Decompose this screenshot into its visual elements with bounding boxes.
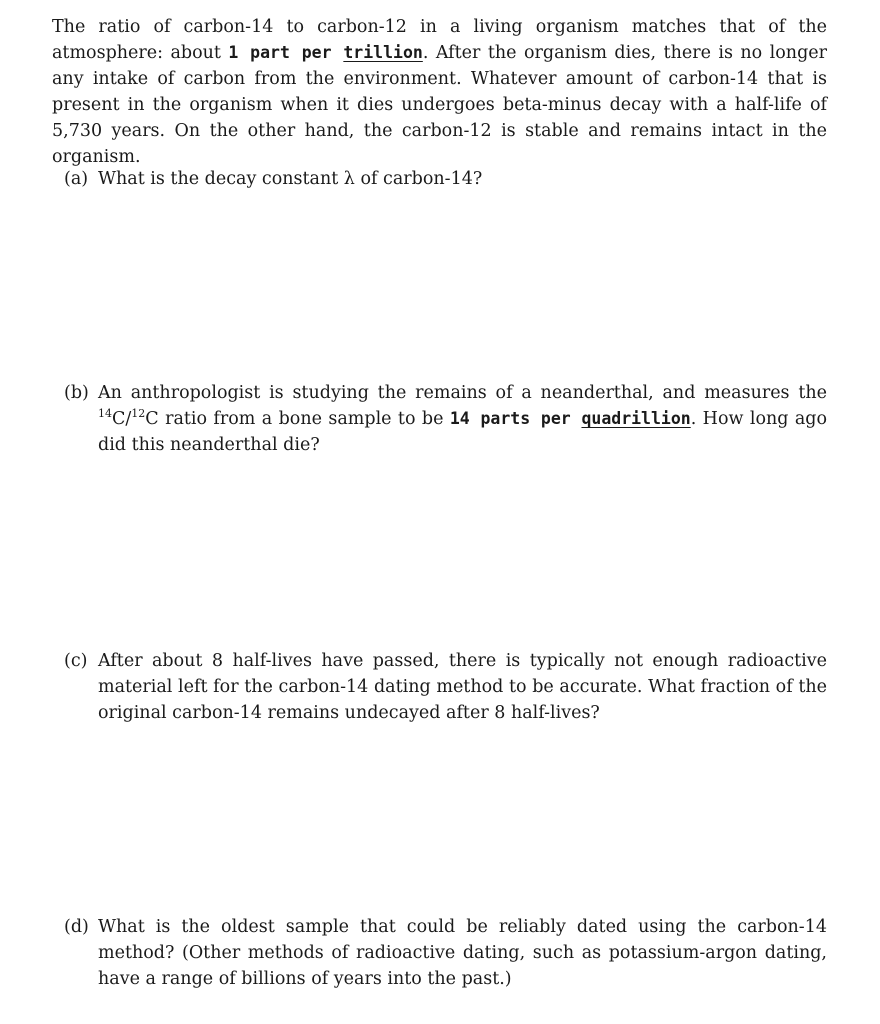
question-b-text-2: . How long ago did this neanderthal die? (98, 409, 828, 455)
question-d-label: (d) (64, 917, 89, 937)
intro-bold-prefix: 1 part per (228, 43, 344, 62)
question-b-bold-prefix: 14 parts per (449, 409, 582, 428)
question-d (64, 914, 827, 992)
intro-text-2: . After the organism dies, there is no longer any intake of carbon from the environment. Whatever amount of carbon-14 that is present in the organism when it dies undergoes beta-minus decay with a half-life of 5,730 years. On the other hand, the carbon-12 is stable and remains intact in the organism. (52, 43, 827, 167)
question-c-label: (c) (64, 651, 88, 671)
intro-text-1: The ratio of carbon-14 to carbon-12 in a living organism matches that of the atmosphere: about (52, 17, 827, 63)
question-b-sup-14: 14 (98, 407, 112, 420)
question-b-sup-12: 12 (131, 407, 146, 420)
question-b-text-1: An anthropologist is studying the remains of a neanderthal, and measures the (98, 383, 827, 403)
question-a-label: (a) (64, 169, 89, 189)
intro-bold-ratio (228, 43, 422, 62)
question-a-text: What is the decay constant λ of carbon-14? (98, 169, 483, 189)
question-c-text: After about 8 half-lives have passed, there is typically not enough radioactive material left for the carbon-14 dating method to be accurate. What fraction of the original carbon-14 remains undecayed after 8 half-lives? (98, 651, 827, 723)
question-b-text (98, 380, 827, 458)
intro-paragraph (52, 14, 827, 170)
question-b-c-2: C ratio from a bone sample to be (145, 409, 450, 429)
question-a (64, 166, 827, 192)
question-b-bold-ratio (450, 409, 691, 428)
question-b-bold-underlined: quadrillion (581, 409, 691, 428)
question-c (64, 648, 827, 726)
question-b (64, 380, 827, 458)
question-b-label: (b) (64, 383, 89, 403)
question-d-text: What is the oldest sample that could be reliably dated using the carbon-14 method? (Other methods of radioactive dating, such as potassium-argon dating, have a range of billions of years into the past.) (98, 917, 827, 989)
intro-bold-underlined: trillion (343, 43, 423, 62)
question-b-c-1: C/ (112, 409, 132, 429)
